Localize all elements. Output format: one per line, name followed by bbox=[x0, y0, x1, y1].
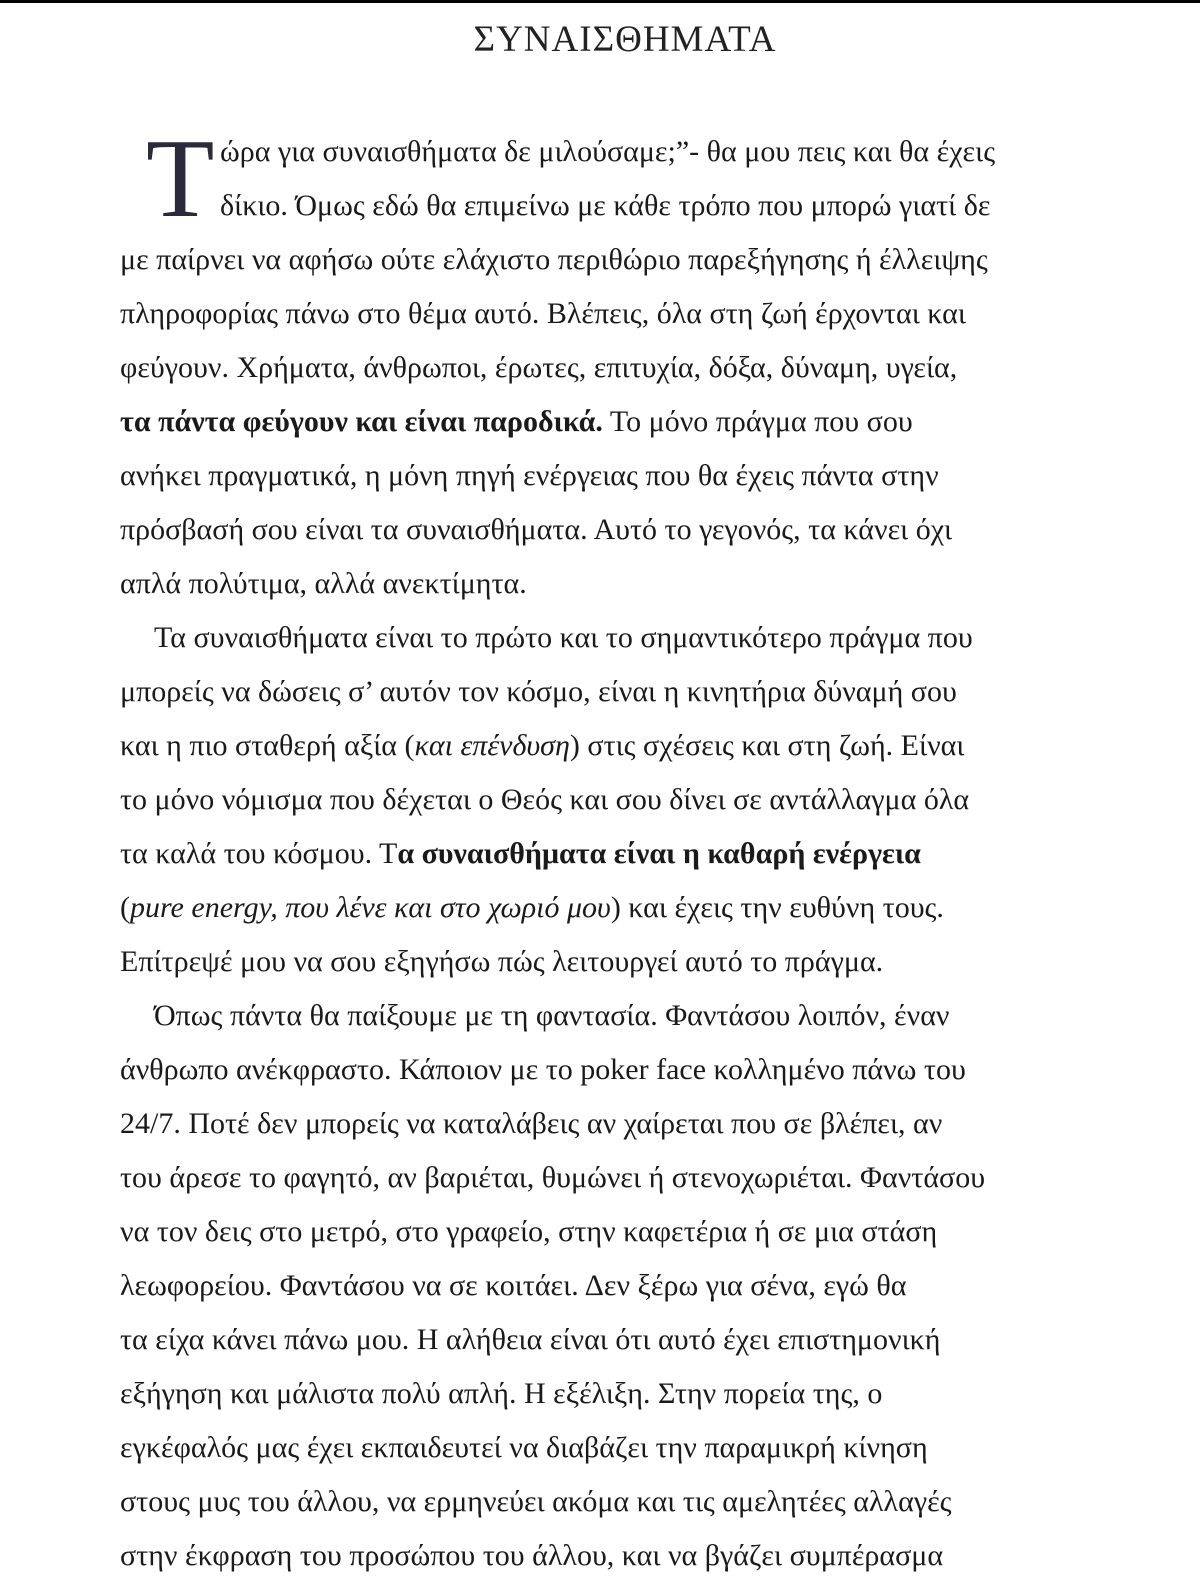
text-line bbox=[120, 395, 1120, 449]
bold-emphasis: τα πάντα φεύγουν και είναι παροδικά. bbox=[120, 405, 603, 438]
text-line bbox=[120, 719, 1120, 773]
paragraph-1 bbox=[120, 117, 1120, 611]
text-line: εγκέφαλός μας έχει εκπαιδευτεί να διαβάζει την παραμικρή κίνηση bbox=[120, 1431, 928, 1464]
text-line: Όπως πάντα θα παίξουμε με τη φαντασία. Φαντάσου λοιπόν, έναν bbox=[154, 999, 950, 1032]
text-line bbox=[120, 881, 1120, 935]
text-line: στους μυς του άλλου, να ερμηνεύει ακόμα και τις αμελητέες αλλαγές bbox=[120, 1485, 952, 1518]
text-line: δίκιο. Όμως εδώ θα επιμείνω με κάθε τρόπο που μπορώ γιατί δε bbox=[220, 189, 991, 222]
text-span: ) στις σχέσεις και στη ζωή. Είναι bbox=[569, 729, 965, 762]
text-line: εξήγηση και μάλιστα πολύ απλή. Η εξέλιξη. Στην πορεία της, ο bbox=[120, 1377, 883, 1410]
text-line: 24/7. Ποτέ δεν μπορείς να καταλάβεις αν χαίρεται που σε βλέπει, αν bbox=[120, 1107, 943, 1140]
text-line: με παίρνει να αφήσω ούτε ελάχιστο περιθώριο παρεξήγησης ή έλλειψης bbox=[120, 243, 988, 276]
paragraph-2 bbox=[120, 611, 1120, 989]
text-line: μπορείς να δώσεις σ’ αυτόν τον κόσμο, είναι η κινητήρια δύναμή σου bbox=[120, 675, 957, 708]
text-line: λεωφορείου. Φαντάσου να σε κοιτάει. Δεν ξέρω για σένα, εγώ θα bbox=[120, 1269, 907, 1302]
text-line: τα είχα κάνει πάνω μου. Η αλήθεια είναι ότι αυτό έχει επιστημονική bbox=[120, 1323, 941, 1356]
text-line: απλά πολύτιμα, αλλά ανεκτίμητα. bbox=[120, 567, 527, 600]
text-line: άνθρωπο ανέκφραστο. Κάποιον με το poker face κολλημένο πάνω του bbox=[120, 1053, 966, 1086]
text-span: και η πιο σταθερή αξία ( bbox=[120, 729, 415, 762]
italic-emphasis: και επένδυση bbox=[414, 729, 570, 762]
paragraph-3 bbox=[120, 989, 1120, 1583]
text-span: Το μόνο πράγμα που σου bbox=[602, 405, 913, 438]
text-span: ) και έχεις την ευθύνη τους. bbox=[610, 891, 944, 924]
chapter-body bbox=[120, 117, 1120, 1583]
text-line: πρόσβασή σου είναι τα συναισθήματα. Αυτό το γεγονός, τα κάνει όχι bbox=[120, 513, 953, 546]
text-line: του άρεσε το φαγητό, αν βαριέται, θυμώνει ή στενοχωριέται. Φαντάσου bbox=[120, 1161, 986, 1194]
text-line: στην έκφραση του προσώπου του άλλου, και να βγάζει συμπέρασμα bbox=[120, 1539, 944, 1572]
text-line: Τα συναισθήματα είναι το πρώτο και το σημαντικότερο πράγμα που bbox=[154, 621, 973, 654]
italic-emphasis: pure energy, που λένε και στο χωριό μου bbox=[130, 891, 611, 924]
text-line: φεύγουν. Χρήματα, άνθρωποι, έρωτες, επιτυχία, δόξα, δύναμη, υγεία, bbox=[120, 351, 958, 384]
text-line: να τον δεις στο μετρό, στο γραφείο, στην καφετέρια ή σε μια στάση bbox=[120, 1215, 938, 1248]
text-line bbox=[120, 827, 1120, 881]
text-span: τα καλά του κόσμου. Τ bbox=[120, 837, 398, 870]
text-line: Επίτρεψέ μου να σου εξηγήσω πώς λειτουργεί αυτό το πράγμα. bbox=[120, 945, 884, 978]
text-line: ανήκει πραγματικά, η μόνη πηγή ενέργειας που θα έχεις πάντα στην bbox=[120, 459, 939, 492]
top-border-rule bbox=[0, 0, 1200, 3]
text-span: ( bbox=[120, 891, 130, 924]
text-line: πληροφορίας πάνω στο θέμα αυτό. Βλέπεις, όλα στη ζωή έρχονται και bbox=[120, 297, 966, 330]
drop-cap-letter: Τ bbox=[146, 117, 215, 241]
text-line: το μόνο νόμισμα που δέχεται ο Θεός και σου δίνει σε αντάλλαγμα όλα bbox=[120, 783, 970, 816]
bold-emphasis: α συναισθήματα είναι η καθαρή ενέργεια bbox=[397, 837, 921, 870]
chapter-title: ΣΥΝΑΙΣΘΗΜΑΤΑ bbox=[473, 19, 777, 60]
text-line: ώρα για συναισθήματα δε μιλούσαμε;”- θα μου πεις και θα έχεις bbox=[220, 135, 996, 168]
